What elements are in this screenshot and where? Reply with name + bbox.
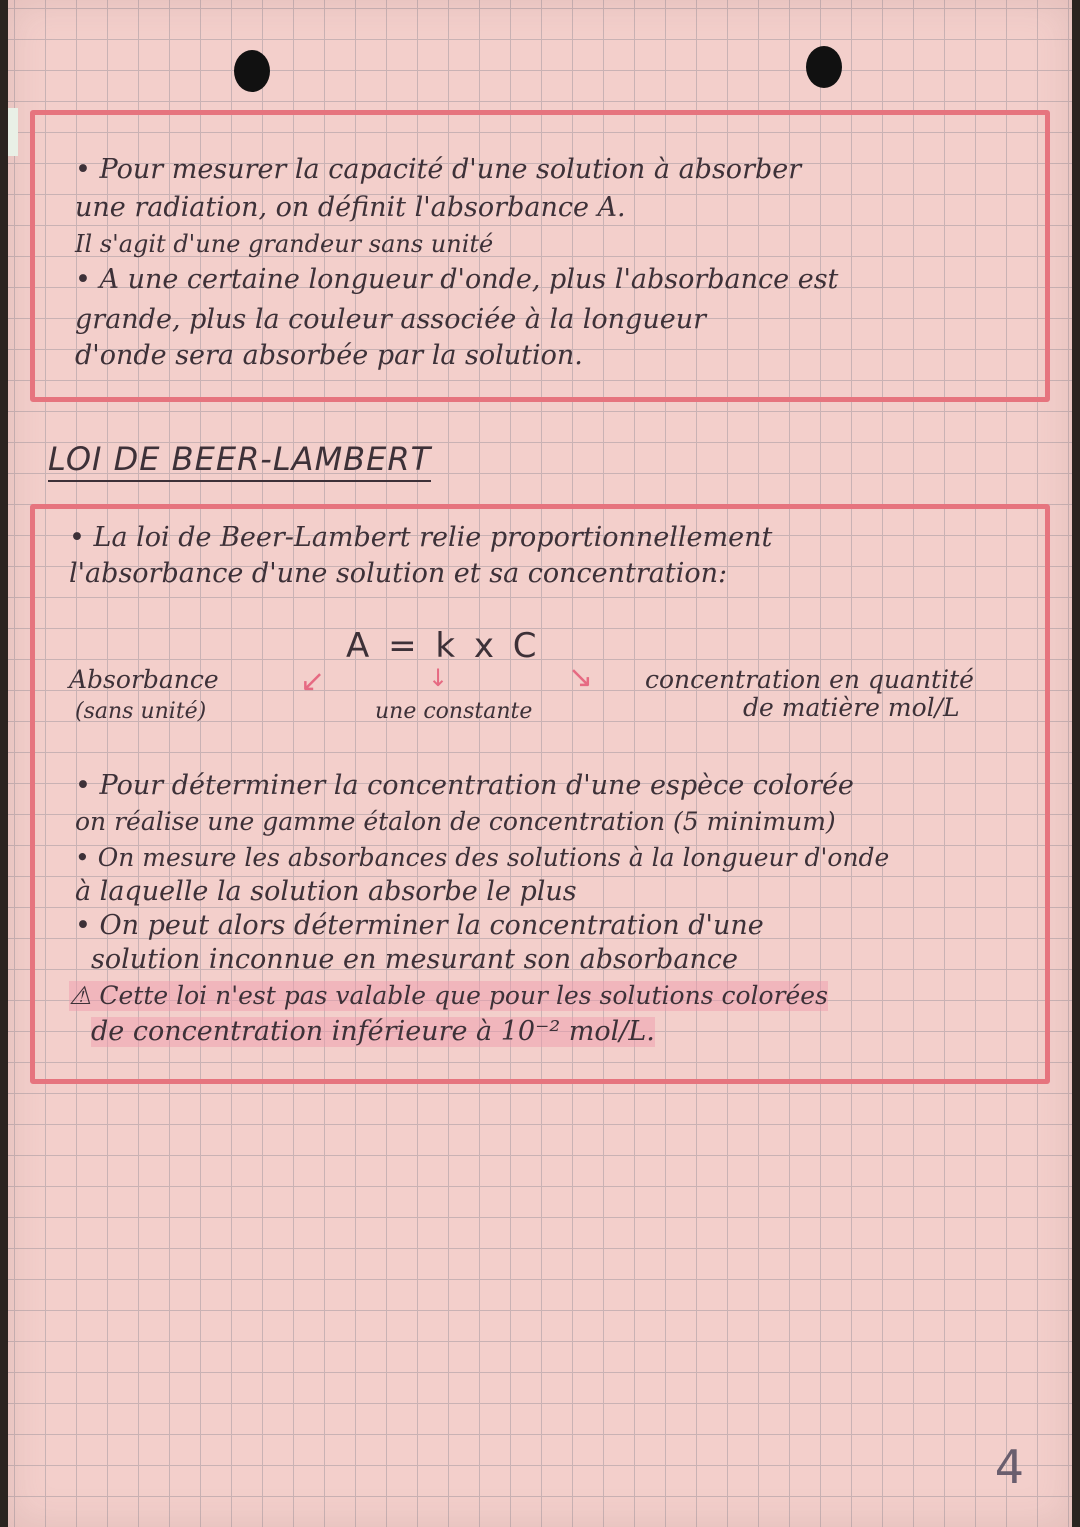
beer-lambert-formula: A = k x C [346,626,541,666]
label-concentration: concentration en quantité [645,665,974,694]
intro-line-2: l'absorbance d'une solution et sa concentration: [69,558,728,589]
method-line-1: • Pour déterminer la concentration d'une espèce colorée [75,770,854,801]
method-line-3: • On mesure les absorbances des solutions à la longueur d'onde [75,843,890,872]
method-line-6: solution inconnue en mesurant son absorbance [91,944,738,975]
box1-line-5: grande, plus la couleur associée à la longueur [75,304,707,335]
box1-line-1: • Pour mesurer la capacité d'une solution à absorber [75,154,802,185]
arrow-to-constant-icon: ↓ [428,664,449,692]
punch-hole-left [234,50,270,92]
section-title: LOI DE BEER-LAMBERT [48,440,431,482]
warning-line-2: de concentration inférieure à 10⁻² mol/L. [91,1016,655,1047]
notebook-page [8,0,1072,1527]
page-number: 4 [994,1440,1024,1494]
method-line-2: on réalise une gamme étalon de concentration (5 minimum) [75,807,836,836]
label-absorbance-unit: (sans unité) [75,699,207,724]
box1-line-6: d'onde sera absorbée par la solution. [75,340,583,371]
intro-line-1: • La loi de Beer-Lambert relie proportionnellement [69,522,773,553]
warning-line-1: ⚠ Cette loi n'est pas valable que pour les solutions colorées [69,981,828,1010]
beer-lambert-box [30,504,1050,1084]
box1-line-4: • A une certaine longueur d'onde, plus l'absorbance est [75,264,839,295]
label-constant: une constante [375,699,533,724]
method-line-4: à laquelle la solution absorbe le plus [75,876,577,907]
arrow-to-absorbance-icon: ↙ [300,664,326,699]
box1-line-2: une radiation, on définit l'absorbance A. [75,192,626,223]
arrow-to-concentration-icon: ↘ [568,660,594,695]
method-line-5: • On peut alors déterminer la concentration d'une [75,910,764,941]
absorbance-definition-box [30,110,1050,402]
box1-line-3: Il s'agit d'une grandeur sans unité [75,230,494,258]
margin-tab [8,108,18,156]
label-concentration-unit: de matière mol/L [743,693,960,722]
punch-hole-right [806,46,842,88]
label-absorbance: Absorbance [69,665,219,694]
